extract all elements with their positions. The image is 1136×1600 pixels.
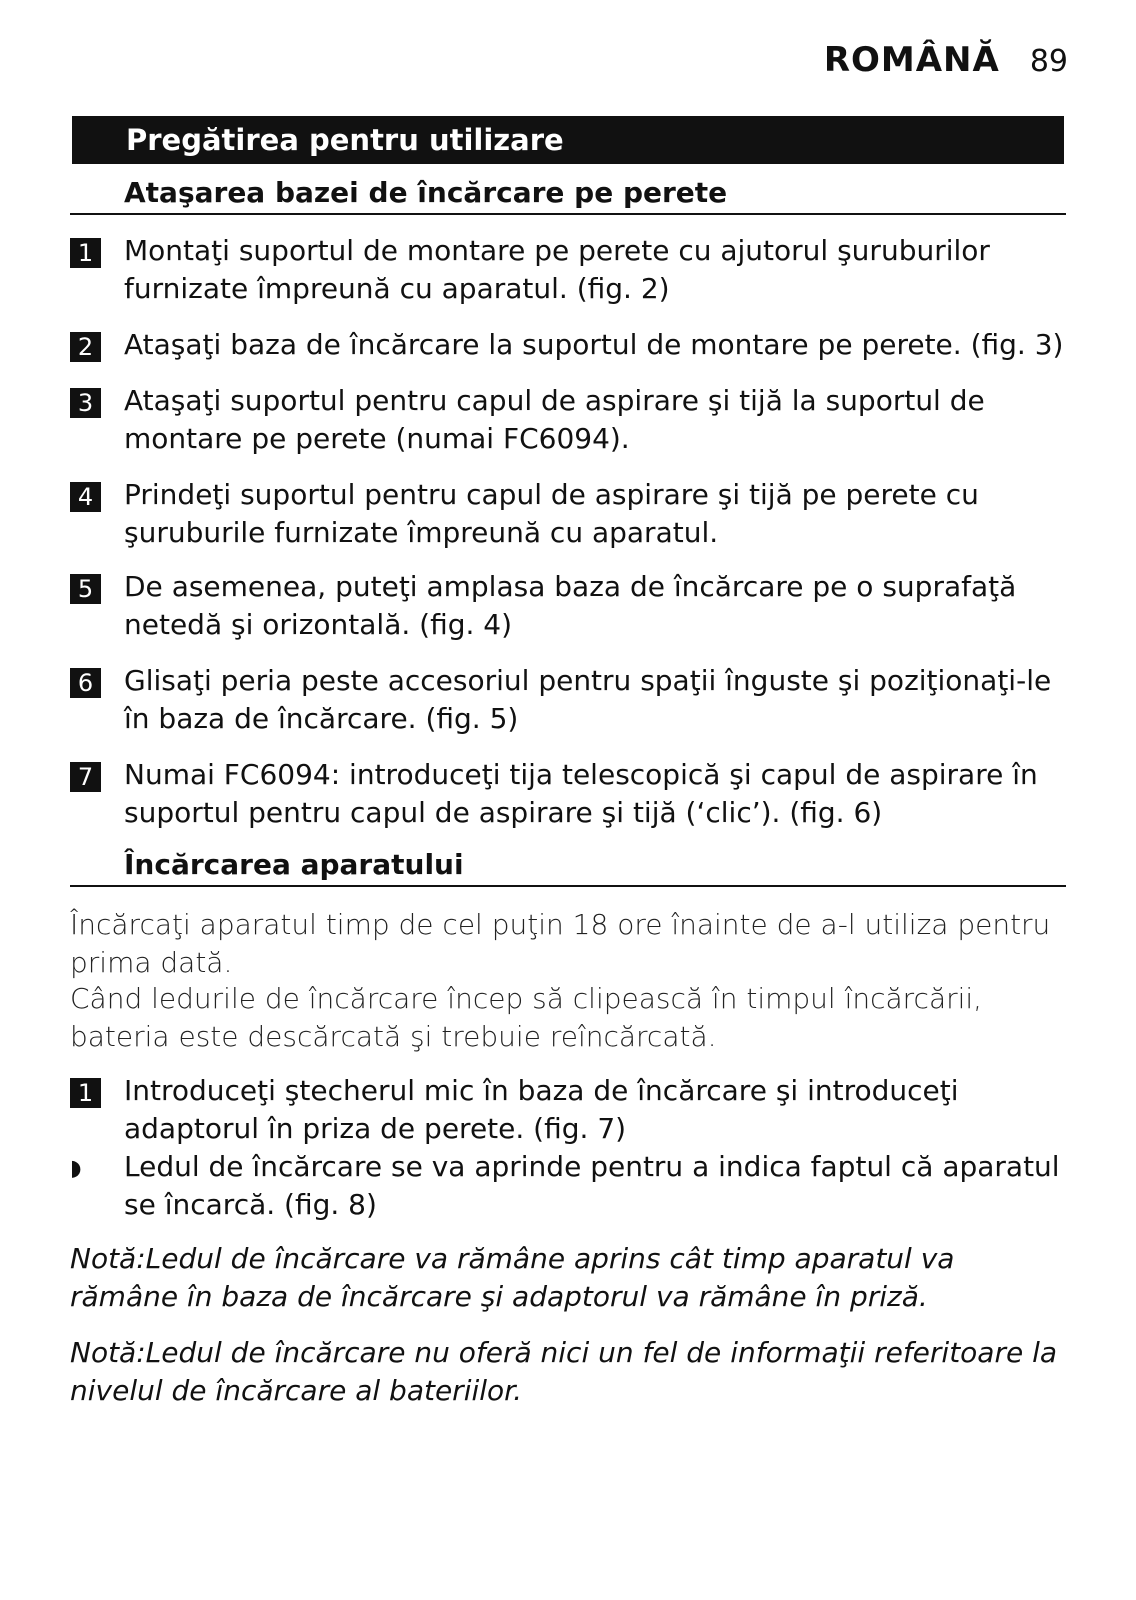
step-number: 5 (70, 574, 101, 604)
step-number: 1 (70, 238, 101, 268)
step-number: 3 (70, 388, 101, 418)
wall-mount-step-4 (70, 476, 1066, 552)
wall-mount-step-1 (70, 232, 1066, 308)
charging-heading: Încărcarea aparatului (70, 848, 1066, 887)
step-text: Montaţi suportul de montare pe perete cu ajutorul şuruburilor furnizate împreună cu aparatul. (fig. 2) (124, 234, 990, 305)
step-number: 6 (70, 668, 101, 698)
charging-result (70, 1148, 1066, 1224)
step-number: 1 (70, 1078, 101, 1108)
note-1: Notă:Ledul de încărcare va rămâne aprins cât timp aparatul va rămâne în baza de încărcare şi adaptorul va rămâne în priză. (70, 1242, 955, 1313)
step-number: 2 (70, 332, 101, 362)
note-2: Notă:Ledul de încărcare nu oferă nici un fel de informaţii referitoare la nivelul de încărcare al bateriilor. (70, 1336, 1058, 1407)
step-text: Introduceţi ştecherul mic în baza de încărcare şi introduceţi adaptorul în priza de perete. (fig. 7) (124, 1074, 959, 1145)
step-text: Ataşaţi baza de încărcare la suportul de montare pe perete. (fig. 3) (124, 328, 1064, 361)
section-title: Pregătirea pentru utilizare (72, 116, 1064, 164)
wall-mount-step-7 (70, 756, 1066, 832)
step-text: Ataşaţi suportul pentru capul de aspirare şi tijă la suportul de montare pe perete (numai FC6094). (124, 384, 985, 455)
language-label: ROMÂNĂ (823, 40, 1000, 80)
step-text: Numai FC6094: introduceţi tija telescopică şi capul de aspirare în suportul pentru capul de aspirare şi tijă (‘clic’). (fig. 6) (124, 758, 1038, 829)
step-number: 7 (70, 762, 101, 792)
step-number: 4 (70, 482, 101, 512)
step-text: Prindeţi suportul pentru capul de aspirare şi tijă pe perete cu şuruburile furnizate împreună cu aparatul. (124, 478, 979, 549)
charging-step-1 (70, 1072, 1066, 1148)
wall-mount-heading: Ataşarea bazei de încărcare pe perete (70, 176, 1066, 215)
wall-mount-step-3 (70, 382, 1066, 458)
step-text: De asemenea, puteţi amplasa baza de încărcare pe o suprafaţă netedă şi orizontală. (fig. 4) (124, 570, 1017, 641)
step-text: Glisaţi peria peste accesoriul pentru spaţii înguste şi poziţionaţi-le în baza de încărcare. (fig. 5) (124, 664, 1052, 735)
result-arrow-icon: ◗ (70, 1156, 82, 1181)
wall-mount-step-6 (70, 662, 1066, 738)
charging-intro-paragraph-1: Încărcaţi aparatul timp de cel puţin 18 ore înainte de a-l utiliza pentru prima dată. (70, 908, 1051, 979)
page-header (824, 40, 1068, 80)
charging-intro-paragraph-2: Când ledurile de încărcare încep să clipească în timpul încărcării, bateria este descărcată şi trebuie reîncărcată. (70, 982, 983, 1053)
wall-mount-step-5 (70, 568, 1066, 644)
result-text: Ledul de încărcare se va aprinde pentru a indica faptul că aparatul se încarcă. (fig. 8) (124, 1150, 1060, 1221)
wall-mount-step-2 (70, 326, 1066, 364)
page-number: 89 (1029, 44, 1068, 79)
